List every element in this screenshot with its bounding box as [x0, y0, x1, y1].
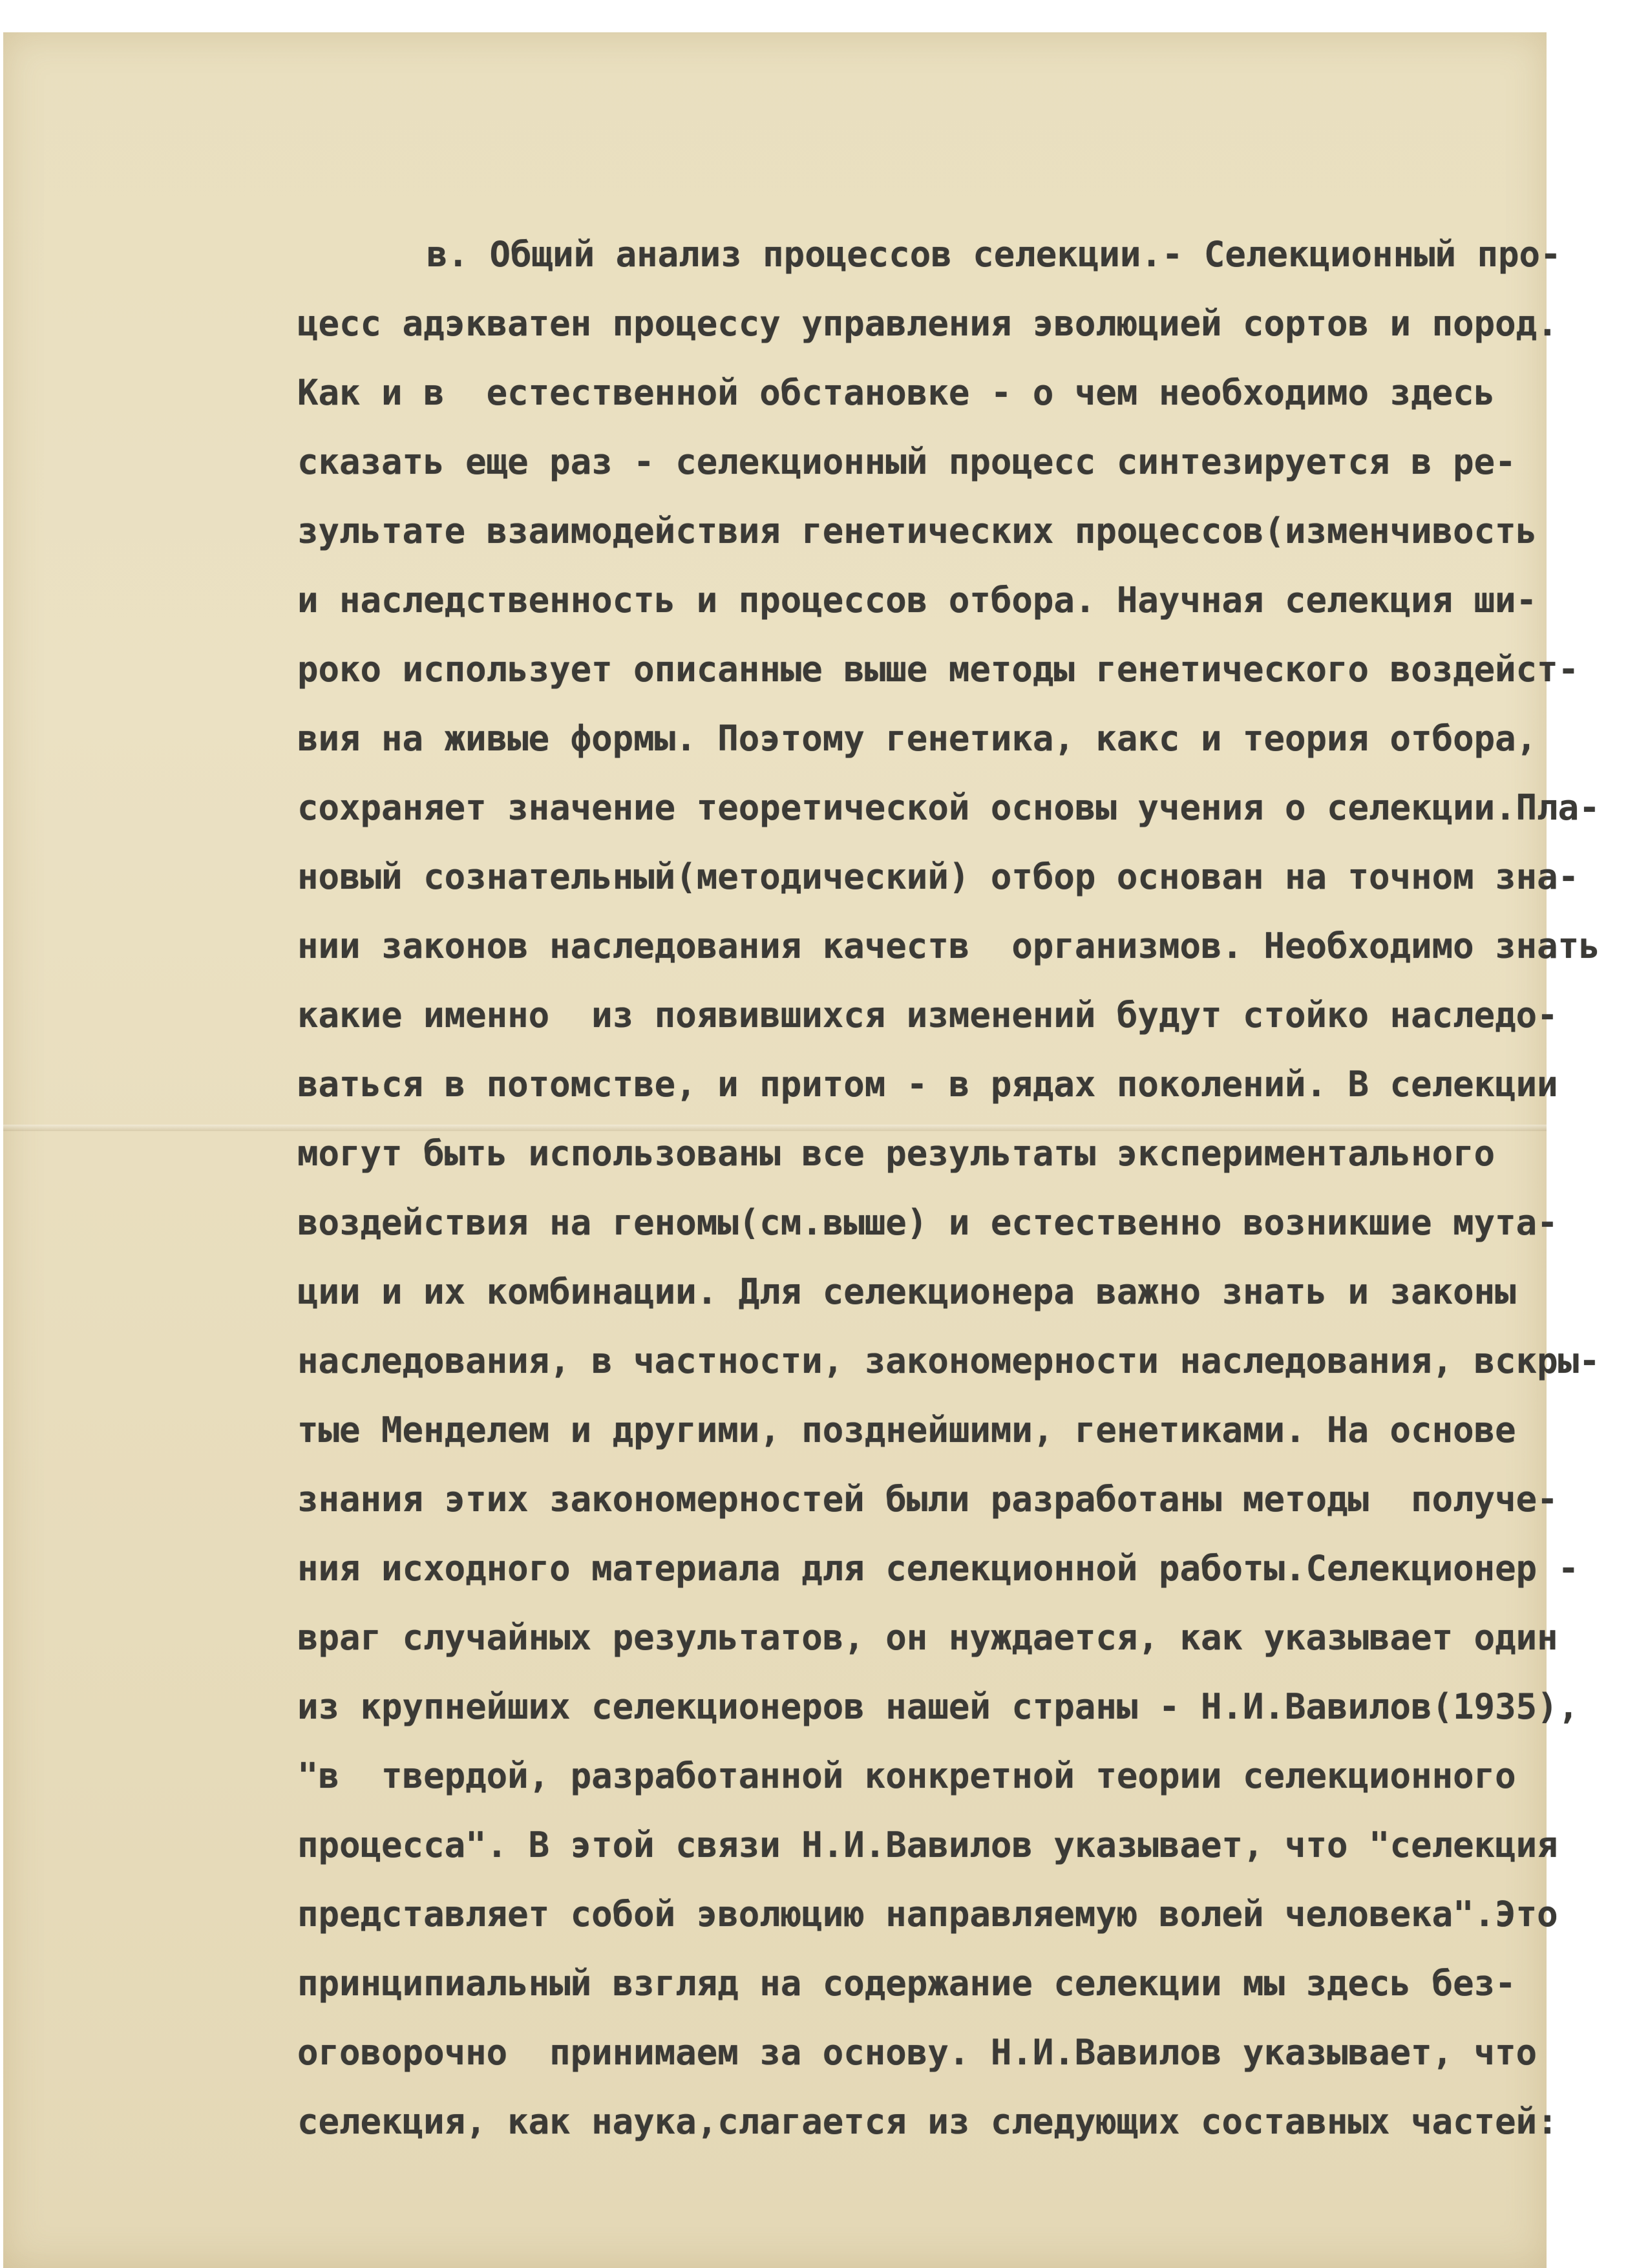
text-line: и наследственность и процессов отбора. Научная селекция ши-: [297, 580, 1537, 620]
text-line: из крупнейших селекционеров нашей страны - Н.И.Вавилов(1935),: [297, 1686, 1579, 1727]
text-line: воздействия на геномы(см.выше) и естественно возникшие мута-: [297, 1202, 1558, 1243]
text-line: вия на живые формы. Поэтому генетика, какс и теория отбора,: [297, 718, 1537, 759]
text-line: ции и их комбинации. Для селекционера важно знать и законы: [297, 1271, 1516, 1312]
text-line: селекция, как наука,слагается из следующих составных частей:: [297, 2101, 1558, 2142]
text-line: сказать еще раз - селекционный процесс синтезируется в ре-: [297, 441, 1516, 482]
text-line: "в твердой, разработанной конкретной теории селекционного: [297, 1755, 1516, 1796]
text-line: ния исходного материала для селекционной работы.Селекционер -: [297, 1548, 1579, 1589]
text-line: наследования, в частности, закономерности наследования, вскры-: [297, 1341, 1600, 1381]
text-line: враг случайных результатов, он нуждается, как указывает один: [297, 1617, 1558, 1658]
text-line: ваться в потомстве, и притом - в рядах поколений. В селекции: [297, 1064, 1558, 1105]
text-line: принципиальный взгляд на содержание селекции мы здесь без-: [297, 1963, 1516, 2004]
text-line: процесса". В этой связи Н.И.Вавилов указывает, что "селекция: [297, 1825, 1558, 1865]
text-line: Как и в естественной обстановке - о чем необходимо здесь: [297, 372, 1495, 413]
text-line: в. Общий анализ процессов селекции.- Селекционный про-: [427, 234, 1561, 275]
text-line: представляет собой эволюцию направляемую волей человека".Это: [297, 1894, 1558, 1934]
text-line: тые Менделем и другими, позднейшими, генетиками. На основе: [297, 1410, 1516, 1450]
text-line: новый сознательный(методический) отбор основан на точном зна-: [297, 856, 1579, 897]
text-line: роко использует описанные выше методы генетического воздейст-: [297, 649, 1579, 690]
text-line: сохраняет значение теоретической основы учения о селекции.Пла-: [297, 787, 1600, 828]
text-line: знания этих закономерностей были разработаны методы получе-: [297, 1479, 1558, 1520]
text-line: цесс адэкватен процессу управления эволюцией сортов и пород.: [297, 303, 1558, 344]
text-line: какие именно из появившихся изменений будут стойко наследо-: [297, 995, 1558, 1035]
text-line: зультате взаимодействия генетических процессов(изменчивость: [297, 511, 1537, 551]
text-line: нии законов наследования качеств организмов. Необходимо знать: [297, 926, 1600, 966]
typewritten-text-block: [297, 220, 1600, 2156]
text-line: могут быть использованы все результаты экспериментального: [297, 1133, 1495, 1174]
text-line: оговорочно принимаем за основу. Н.И.Вавилов указывает, что: [297, 2032, 1537, 2073]
